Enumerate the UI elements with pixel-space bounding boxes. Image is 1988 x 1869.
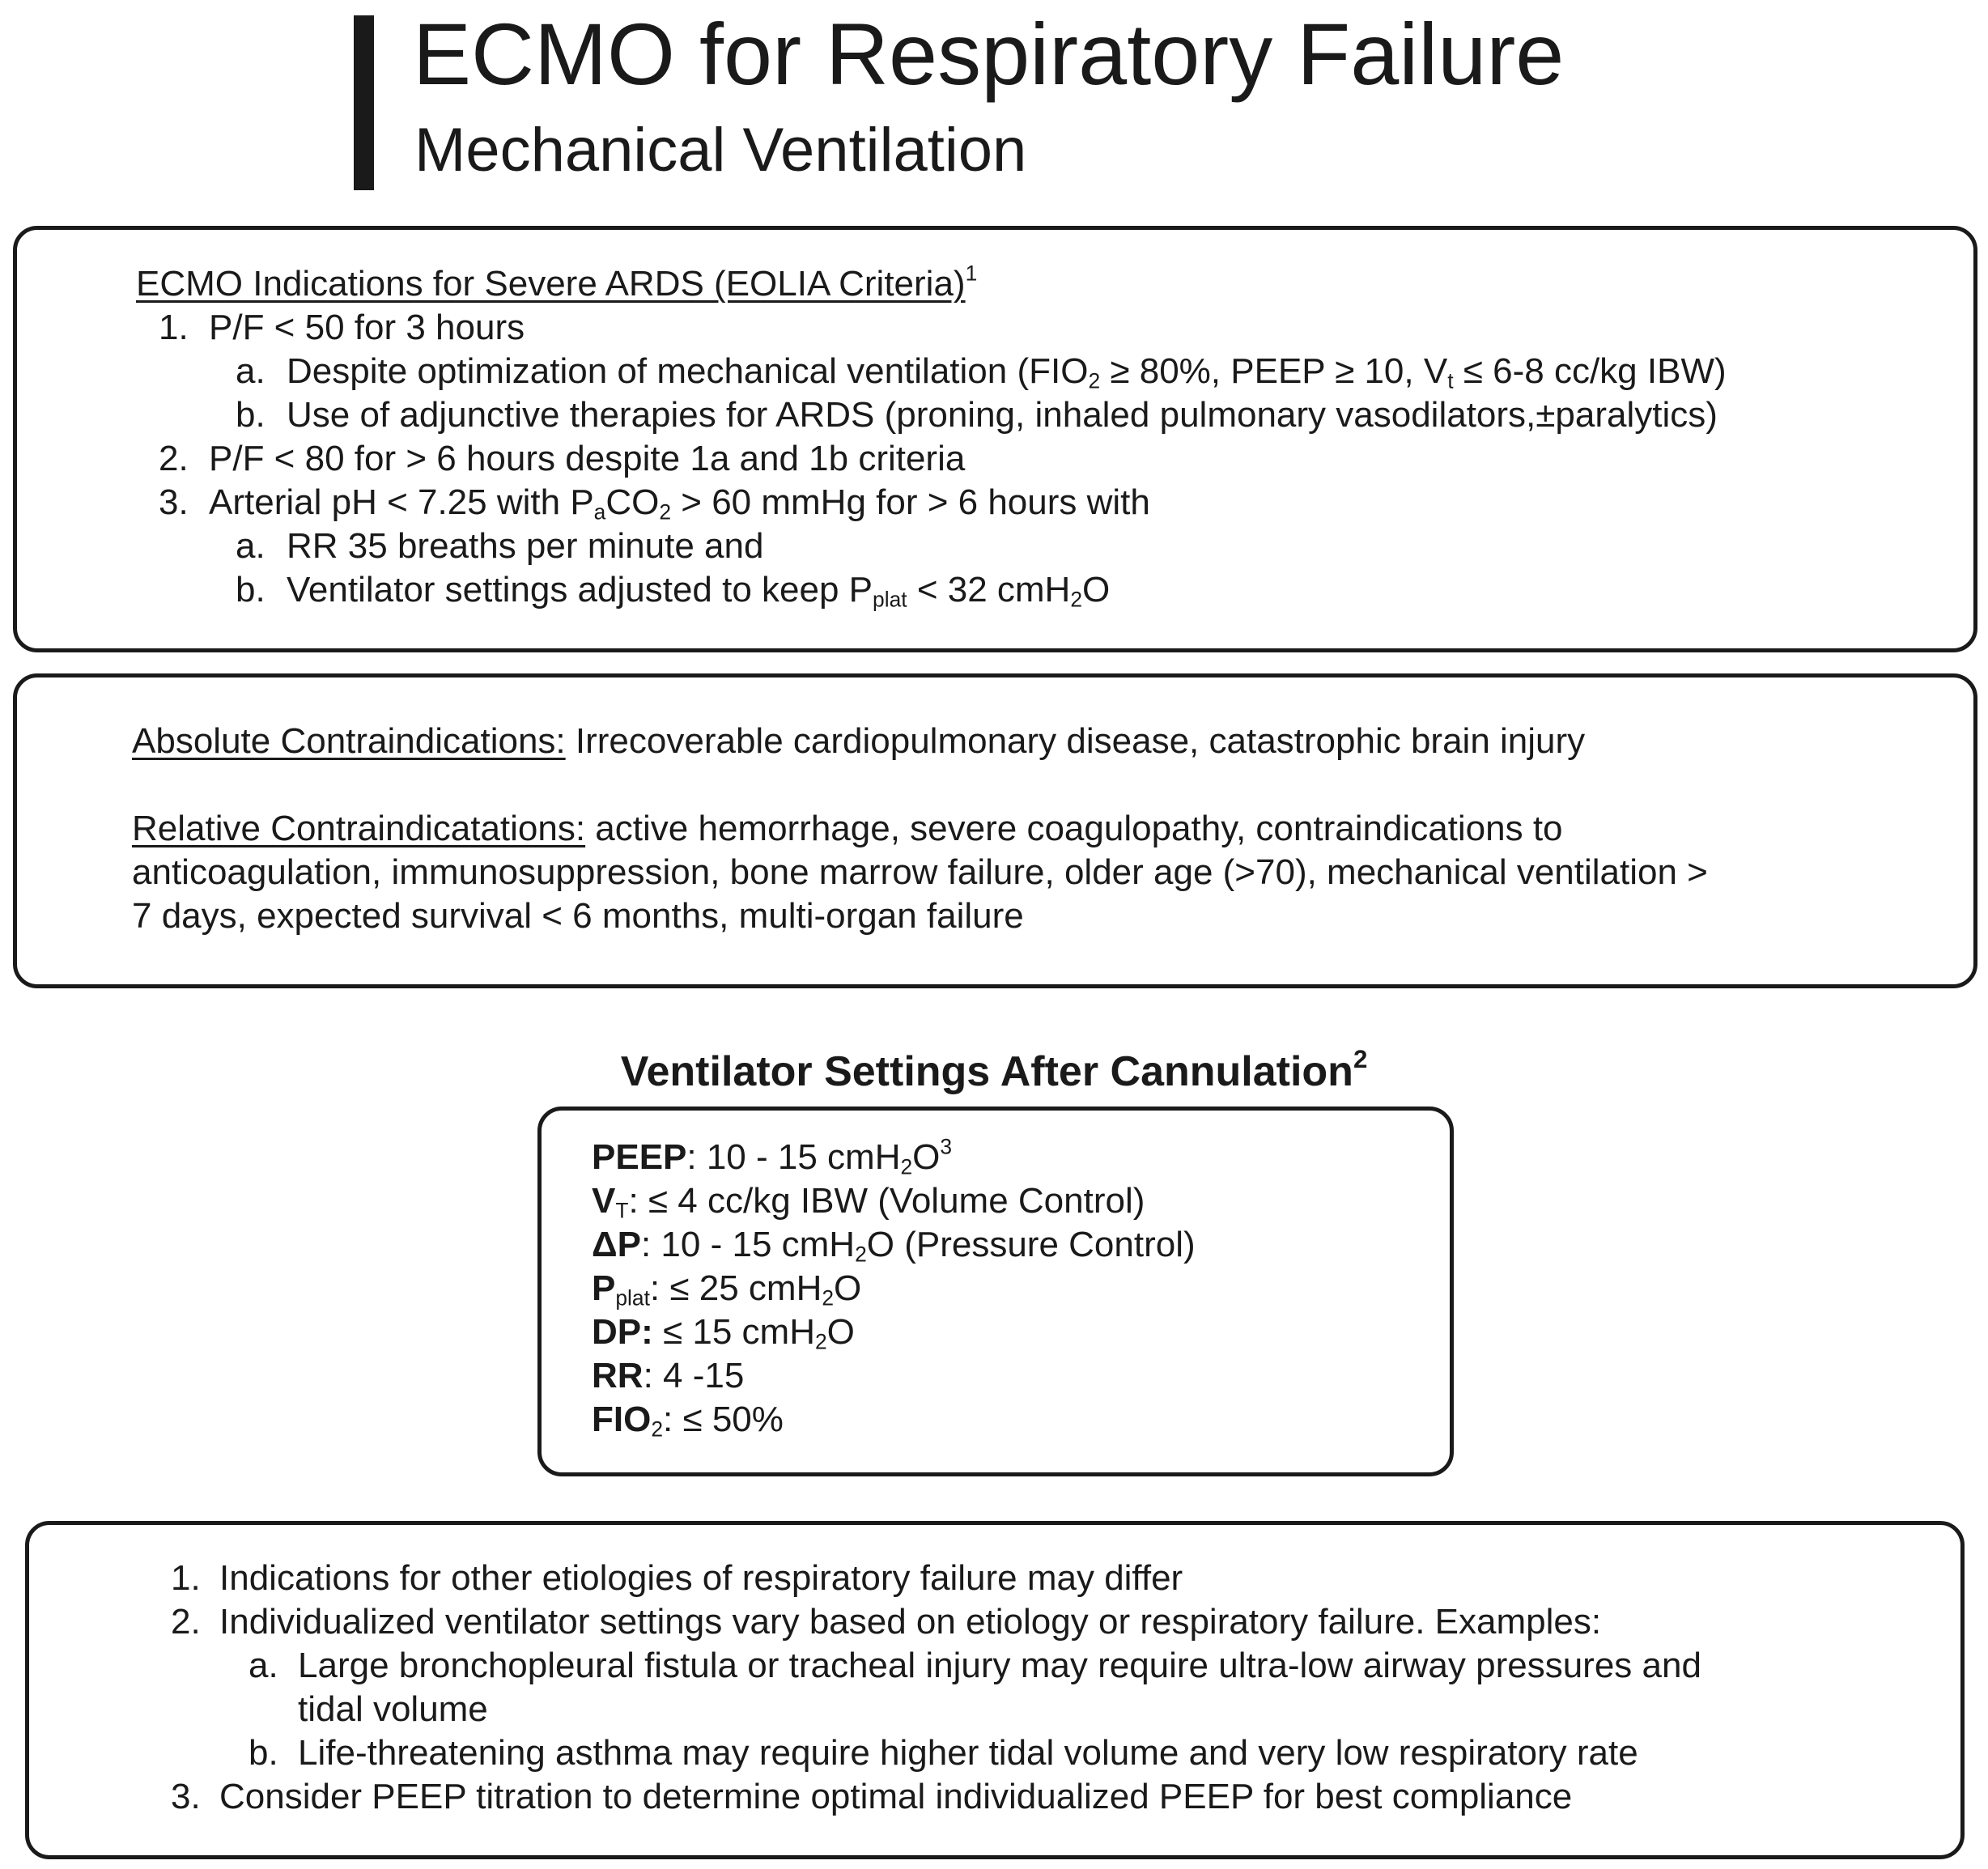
ventilator-setting [542, 1223, 1450, 1267]
relative-contraindications-line [17, 851, 1973, 894]
ecmo-indications-box [13, 226, 1977, 652]
subscript: 2 [855, 1242, 867, 1267]
text-segment: CO [605, 482, 660, 522]
indications-heading [17, 262, 1973, 306]
ventilator-setting [542, 1310, 1450, 1354]
list-item [17, 568, 1973, 612]
text-segment: : 10 - 15 cmH [640, 1225, 856, 1264]
ventilator-settings-box [537, 1107, 1454, 1476]
text-segment: ≤ 6-8 cc/kg IBW) [1453, 351, 1727, 391]
list-marker: 1. [159, 308, 189, 347]
text-segment: Irrecoverable cardiopulmonary disease, catastrophic brain injury [565, 721, 1586, 761]
text-segment: Large bronchopleural fistula or tracheal injury may require ultra-low airway pressures and [298, 1646, 1701, 1685]
list-marker: 2. [171, 1602, 201, 1642]
subscript: 2 [659, 499, 672, 525]
list-marker: a. [236, 351, 265, 391]
text-segment: DP: [592, 1312, 653, 1352]
list-item [17, 437, 1973, 481]
text-segment: O [834, 1268, 862, 1308]
list-marker: 2. [159, 439, 189, 478]
subscript: 2 [1088, 368, 1101, 393]
text-segment: < 32 cmH [907, 570, 1071, 610]
text-segment: V [592, 1181, 616, 1221]
text-segment: ≤ 15 cmH [652, 1312, 815, 1352]
list-item [29, 1731, 1960, 1775]
text-segment: : ≤ 4 cc/kg IBW (Volume Control) [628, 1181, 1145, 1221]
text-segment: O [1082, 570, 1111, 610]
superscript: 1 [965, 261, 978, 286]
text-segment: P [592, 1268, 616, 1308]
subscript: 2 [900, 1154, 913, 1179]
text-segment: active hemorrhage, severe coagulopathy, contraindications to [585, 809, 1563, 848]
list-marker: 1. [171, 1558, 201, 1598]
page-title: ECMO for Respiratory Failure [413, 5, 1565, 103]
text-segment: Ventilator Settings After Cannulation [620, 1048, 1353, 1095]
list-marker: b. [236, 395, 265, 435]
superscript: 2 [1353, 1045, 1368, 1074]
subscript: plat [615, 1285, 650, 1310]
text-segment: O (Pressure Control) [866, 1225, 1196, 1264]
relative-contraindications [17, 807, 1973, 938]
ventilator-setting [542, 1267, 1450, 1310]
list-item [17, 306, 1973, 350]
text-segment: Indications for other etiologies of respiratory failure may differ [219, 1558, 1183, 1598]
notes-list [29, 1557, 1960, 1819]
relative-contraindications-line [17, 807, 1973, 851]
title-accent-bar [354, 15, 374, 190]
list-marker: 3. [159, 482, 189, 522]
text-segment: RR [592, 1356, 644, 1395]
text-segment: Ventilator settings adjusted to keep P [287, 570, 873, 610]
text-segment: FIO [592, 1400, 652, 1439]
subscript: a [593, 499, 606, 525]
list-item [17, 393, 1973, 437]
text-segment: Individualized ventilator settings vary based on etiology or respiratory failure. Examples: [219, 1602, 1602, 1642]
ventilator-settings-title [0, 1046, 1988, 1098]
ventilator-setting [542, 1136, 1450, 1179]
text-segment: Use of adjunctive therapies for ARDS (proning, inhaled pulmonary vasodilators,±paralytics) [287, 395, 1718, 435]
text-segment: : ≤ 50% [663, 1400, 784, 1439]
text-segment: tidal volume [298, 1689, 488, 1729]
list-item [29, 1688, 1960, 1731]
text-segment: ≥ 80%, PEEP ≥ 10, V [1100, 351, 1448, 391]
text-segment: Despite optimization of mechanical ventilation (FIO [287, 351, 1089, 391]
text-segment: Life-threatening asthma may require higher tidal volume and very low respiratory rate [298, 1733, 1638, 1773]
indications-list [17, 306, 1973, 612]
text-segment: anticoagulation, immunosuppression, bone marrow failure, older age (>70), mechanical ventilation > [132, 852, 1708, 892]
text-segment: : 4 -15 [643, 1356, 745, 1395]
list-item [17, 350, 1973, 393]
ventilator-settings-list [542, 1136, 1450, 1442]
ventilator-setting [542, 1354, 1450, 1398]
text-segment: RR 35 breaths per minute and [287, 526, 764, 566]
text-segment: : 10 - 15 cmH [686, 1137, 901, 1177]
list-marker: a. [248, 1646, 278, 1685]
contraindications-box [13, 673, 1977, 988]
ventilator-setting [542, 1398, 1450, 1442]
list-item [29, 1557, 1960, 1600]
list-item [17, 481, 1973, 525]
text-segment: ΔP [592, 1225, 641, 1264]
page-subtitle: Mechanical Ventilation [414, 116, 1027, 185]
subscript: 2 [814, 1329, 827, 1354]
list-item [29, 1600, 1960, 1644]
text-segment: Relative Contraindicatations: [132, 809, 586, 848]
ventilator-setting [542, 1179, 1450, 1223]
text-segment: Absolute Contraindications: [132, 721, 566, 761]
text-segment: : ≤ 25 cmH [649, 1268, 822, 1308]
subscript: 2 [1070, 587, 1083, 612]
list-marker: b. [248, 1733, 278, 1773]
relative-contraindications-line [17, 894, 1973, 938]
subscript: T [615, 1198, 629, 1223]
subscript: 2 [822, 1285, 835, 1310]
text-segment: Arterial pH < 7.25 with P [209, 482, 594, 522]
text-segment: Consider PEEP titration to determine optimal individualized PEEP for best compliance [219, 1777, 1573, 1816]
list-marker: a. [236, 526, 265, 566]
subscript: 2 [651, 1417, 664, 1442]
list-marker: 3. [171, 1777, 201, 1816]
text-segment: P/F < 80 for > 6 hours despite 1a and 1b criteria [209, 439, 966, 478]
text-segment: > 60 mmHg for > 6 hours with [671, 482, 1150, 522]
notes-box [25, 1521, 1965, 1859]
absolute-contraindications [17, 720, 1973, 763]
list-item [29, 1775, 1960, 1819]
text-segment: O [912, 1137, 941, 1177]
text-segment: PEEP [592, 1137, 687, 1177]
text-segment: 7 days, expected survival < 6 months, multi-organ failure [132, 896, 1024, 936]
text-segment: ECMO Indications for Severe ARDS (EOLIA Criteria) [136, 264, 966, 304]
list-marker: b. [236, 570, 265, 610]
subscript: t [1447, 368, 1454, 393]
list-item [17, 525, 1973, 568]
superscript: 3 [940, 1134, 953, 1159]
subscript: plat [873, 587, 907, 612]
list-item [29, 1644, 1960, 1688]
text-segment: P/F < 50 for 3 hours [209, 308, 525, 347]
text-segment: O [826, 1312, 855, 1352]
